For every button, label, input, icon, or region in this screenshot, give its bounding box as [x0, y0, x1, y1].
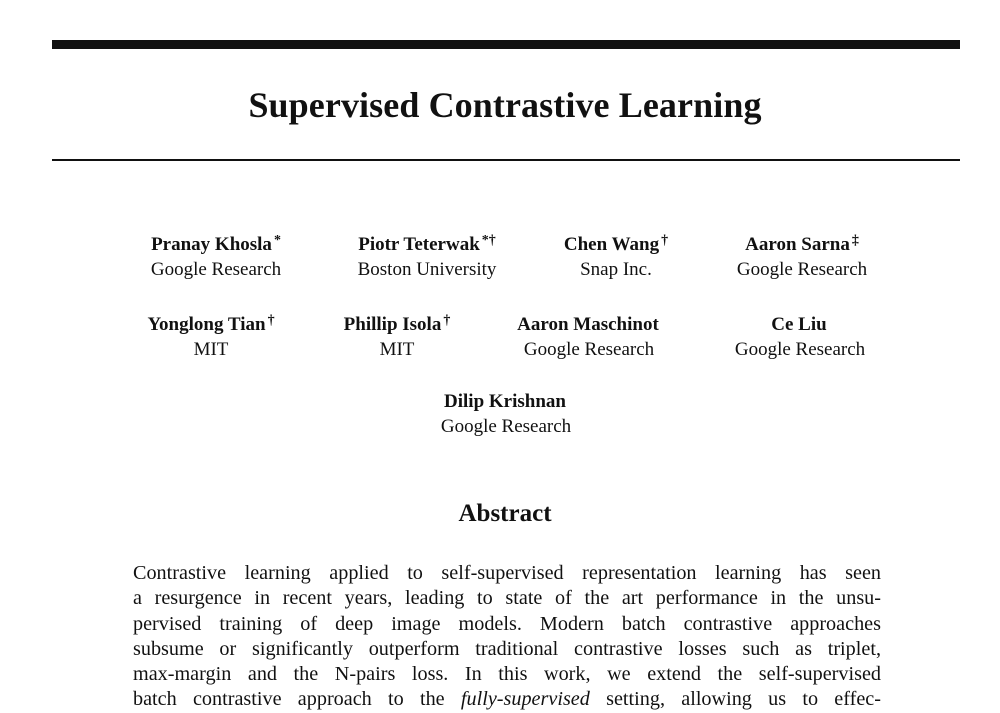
author-name: Aaron Sarna ‡: [745, 233, 859, 255]
author-mark: †: [443, 313, 451, 328]
author-mark: ‡: [851, 233, 859, 248]
author-mark: †: [267, 313, 275, 328]
author-name: Ce Liu: [771, 314, 827, 335]
author-affiliation: MIT: [379, 339, 415, 360]
author-affiliation: MIT: [193, 339, 229, 360]
abstract-line: a resurgence in recent years, leading to state of the art performance in the unsu-: [133, 587, 881, 610]
author-block: [690, 308, 910, 362]
author-block: [317, 228, 537, 282]
author-affiliation: Boston University: [357, 259, 497, 280]
author-block: [692, 228, 912, 282]
author-name: Phillip Isola †: [343, 313, 451, 335]
author-affiliation: Snap Inc.: [580, 259, 652, 280]
author-block: [479, 308, 699, 362]
abstract-line: max-margin and the N-pairs loss. In this work, we extend the self-supervised: [133, 663, 881, 686]
author-affiliation: Google Research: [440, 416, 572, 437]
abstract-heading: Abstract: [458, 500, 552, 527]
author-affiliation: Google Research: [150, 259, 282, 280]
author-name: Chen Wang †: [563, 233, 669, 255]
abstract-line: subsume or significantly outperform traditional contrastive losses such as triplet,: [133, 637, 881, 660]
author-block: [106, 228, 326, 282]
abstract-line: Contrastive learning applied to self-supervised representation learning has seen: [133, 562, 881, 584]
author-affiliation: Google Research: [734, 339, 866, 360]
author-name: Pranay Khosla *: [151, 233, 281, 255]
author-block: [287, 308, 507, 362]
author-mark: †: [661, 233, 669, 248]
author-name: Dilip Krishnan: [444, 391, 566, 412]
author-affiliation: Google Research: [523, 339, 655, 360]
paper-title: Supervised Contrastive Learning: [248, 85, 762, 125]
author-block: [396, 385, 616, 439]
author-mark: *: [273, 233, 281, 248]
author-affiliation: Google Research: [736, 259, 868, 280]
abstract-line: pervised training of deep image models. Modern batch contrastive approaches: [133, 612, 881, 635]
author-name: Piotr Teterwak *†: [358, 233, 496, 255]
abstract-text: [133, 561, 881, 713]
author-name: Yonglong Tian †: [147, 313, 275, 335]
author-mark: *†: [481, 233, 496, 248]
top-rule: [52, 40, 960, 49]
author-name: Aaron Maschinot: [517, 314, 659, 335]
abstract-line: batch contrastive approach to the fully-supervised setting, allowing us to effec-: [133, 688, 881, 711]
emphasis-text: fully-supervised: [460, 688, 590, 711]
title-rule: [52, 159, 960, 161]
